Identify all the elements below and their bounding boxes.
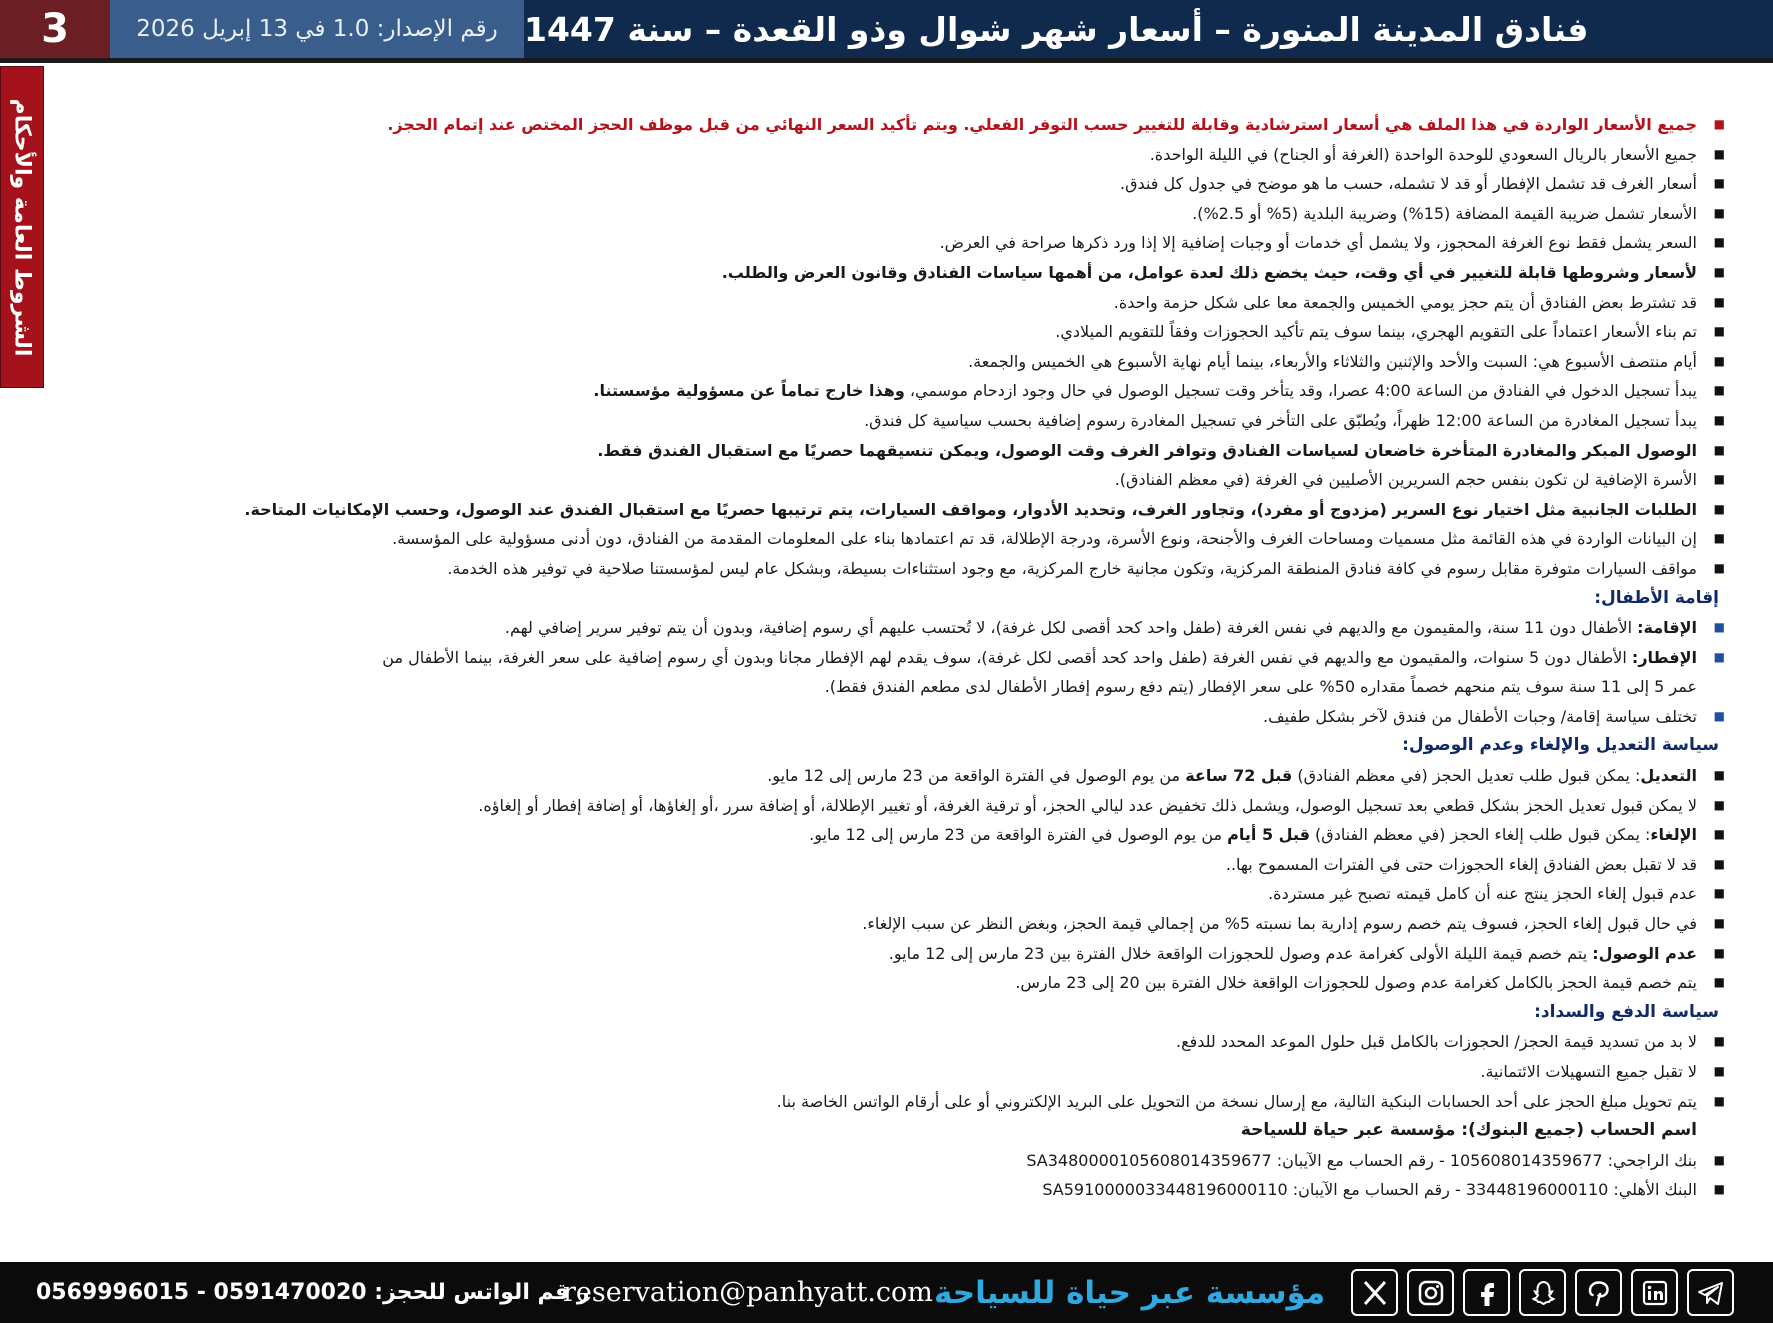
email-link[interactable]: reservation@panhyatt.com: [563, 1277, 933, 1308]
bullet-icon: ■: [1713, 412, 1725, 427]
list-item: ■ الأسرة الإضافية لن تكون بنفس حجم السريرين الأصليين في الغرفة (في معظم الفنادق).: [97, 465, 1697, 495]
children-heading: إقامة الأطفال:: [1594, 587, 1719, 608]
list-item: ■ قد لا تقبل بعض الفنادق إلغاء الحجوزات حتى في الفترات المسموح بها..: [97, 850, 1697, 880]
page-number: 3: [0, 0, 110, 58]
facebook-icon[interactable]: [1463, 1269, 1510, 1316]
bullet-icon: ■: [1713, 1182, 1725, 1197]
bullet-icon: ■: [1713, 264, 1725, 279]
bullet-icon: ■: [1713, 1093, 1725, 1108]
section-side-tab: [0, 66, 44, 388]
bullet-icon: ■: [1713, 620, 1725, 635]
bullet-icon: ■: [1713, 501, 1725, 516]
bullet-icon: ■: [1713, 442, 1725, 457]
list-item: ■ مواقف السيارات متوفرة مقابل رسوم في كافة فنادق المنطقة المركزية، وتكون مجانية خارج المركزية، مع وجود استثناءات بسيطة، وبشكل عام ليس لمؤسستنا صلاحية في توفير هذه الخدمة.: [97, 554, 1697, 584]
list-item: ■ تختلف سياسة إقامة/ وجبات الأطفال من فندق لآخر بشكل طفيف.: [97, 702, 1697, 732]
bullet-icon: ■: [1713, 708, 1725, 723]
instagram-icon[interactable]: [1407, 1269, 1454, 1316]
bullet-icon: ■: [1713, 294, 1725, 309]
bullet-icon: ■: [1713, 324, 1725, 339]
list-item: ■ عدم الوصول: يتم خصم قيمة الليلة الأولى كغرامة عدم وصول للحجوزات الواقعة خلال الفترة بين 23 مارس إلى 12 مايو.: [97, 939, 1697, 969]
page-title: فنادق المدينة المنورة – أسعار شهر شوال وذو القعدة – سنة 1447: [524, 0, 1773, 58]
policy-heading: سياسة التعديل والإلغاء وعدم الوصول:: [1402, 735, 1719, 756]
header-bar: [0, 0, 1773, 58]
list-item: ■ في حال قبول إلغاء الحجز، فسوف يتم خصم رسوم إدارية بما نسبته 5% من إجمالي قيمة الحجز، وبغض النظر عن سبب الإلغاء.: [97, 909, 1697, 939]
list-item: ■ الوصول المبكر والمغادرة المتأخرة خاضعان لسياسات الفنادق وتوافر الغرف وقت الوصول، ويمكن تنسيقهما حصريًا مع استقبال الفندق فقط.: [97, 436, 1697, 466]
payment-heading: سياسة الدفع والسداد:: [1534, 1001, 1719, 1022]
bullet-icon: ■: [1713, 146, 1725, 161]
bullet-icon: ■: [1713, 205, 1725, 220]
bullet-icon: ■: [1713, 768, 1725, 783]
list-item: ■ إن البيانات الواردة في هذه القائمة مثل مسميات ومساحات الغرف والأجنحة، ونوع الأسرة، ودرجة الإطلالة، قد تم اعتمادها بناء على المعلومات المقدمة من الفنادق، دون أدنى مسؤولية على المؤسسة.: [97, 524, 1697, 554]
list-item: ■ يتم خصم قيمة الحجز بالكامل كغرامة عدم وصول للحجوزات الواقعة خلال الفترة بين 20 إلى 23 مارس.: [97, 968, 1697, 998]
header-divider: [0, 58, 1773, 63]
list-item: ■ لا بد من تسديد قيمة الحجز/ الحجوزات بالكامل قبل حلول الموعد المحدد للدفع.: [97, 1027, 1697, 1057]
list-item: ■ التعديل: يمكن قبول طلب تعديل الحجز (في معظم الفنادق) قبل 72 ساعة من يوم الوصول في الفترة الواقعة من 23 مارس إلى 12 مايو.: [97, 761, 1697, 791]
section-side-tab-label: الشروط العامة والأحكام: [9, 98, 35, 356]
bullet-icon: ■: [1713, 1064, 1725, 1078]
list-item: ■ الإلغاء: يمكن قبول طلب إلغاء الحجز (في معظم الفنادق) قبل 5 أيام من يوم الوصول في الفترة الواقعة من 23 مارس إلى 12 مايو.: [97, 820, 1697, 850]
bullet-icon: ■: [1713, 945, 1725, 960]
bullet-icon: ■: [1713, 117, 1725, 131]
list-item: ■ لأسعار وشروطها قابلة للتغيير في أي وقت، حيث يخضع ذلك لعدة عوامل، من أهمها سياسات الفنادق وقانون العرض والطلب.: [97, 258, 1697, 288]
list-item: ■ الإقامة: الأطفال دون 11 سنة، والمقيمون مع والديهم في نفس الغرفة (طفل واحد كحد أقصى لكل غرفة)، لا تُحتسب عليهم أي رسوم إضافية، وبدون أن يتم توفير سرير إضافي لهم.: [97, 613, 1697, 643]
list-item: ■ السعر يشمل فقط نوع الغرفة المحجوز، ولا يشمل أي خدمات أو وجبات إضافية إلا إذا ورد ذكرها صراحة في العرض.: [97, 228, 1697, 258]
list-item: ■ عدم قبول إلغاء الحجز ينتج عنه أن كامل قيمته تصبح غير مستردة.: [97, 879, 1697, 909]
whatsapp-numbers: ر قم الواتس للحجز: 0591470020 - 0569996015: [36, 1280, 590, 1305]
bullet-icon: ■: [1713, 353, 1725, 368]
snapchat-icon[interactable]: [1519, 1269, 1566, 1316]
list-item: ■ الإفطار: الأطفال دون 5 سنوات، والمقيمون مع والديهم في نفس الغرفة (طفل واحد كحد أقصى لكل غرفة)، سوف يقدم لهم الإفطار مجانا وبدون أي رسوم إضافية على سعر الغرفة، بينما الأطفال من: [97, 643, 1697, 673]
list-item: ■ يبدأ تسجيل الدخول في الفنادق من الساعة 4:00 عصرا، وقد يتأخر وقت تسجيل الوصول في حال وجود ازدحام موسمي، وهذا خارج تماماً عن مسؤولية مؤسستنا.: [97, 376, 1697, 406]
list-item: ■ يبدأ تسجيل المغادرة من الساعة 12:00 ظهراً، ويُطبّق على التأخر في تسجيل المغادرة رسوم إضافية بحسب سياسية كل فندق.: [97, 406, 1697, 436]
bullet-icon: ■: [1713, 1152, 1725, 1167]
list-item: ■ أيام منتصف الأسبوع هي: السبت والأحد والإثنين والثلاثاء والأربعاء، بينما أيام نهاية الأسبوع هي الخميس والجمعة.: [97, 347, 1697, 377]
bank-item: ■ البنك الأهلي: 33448196000110 - رقم الحساب مع الآيبان: SA5910000033448196000110: [97, 1175, 1697, 1205]
list-item: ■ جميع الأسعار بالريال السعودي للوحدة الواحدة (الغرفة أو الجناح) في الليلة الواحدة.: [97, 140, 1697, 170]
pinterest-icon[interactable]: [1575, 1269, 1622, 1316]
list-item: ■ أسعار الغرف قد تشمل الإفطار أو قد لا تشمله، حسب ما هو موضح في جدول كل فندق.: [97, 169, 1697, 199]
bullet-icon: ■: [1713, 472, 1725, 487]
bullet-icon: ■: [1713, 1034, 1725, 1049]
bullet-icon: ■: [1713, 560, 1725, 575]
bullet-icon: ■: [1713, 886, 1725, 901]
list-item: ■ تم بناء الأسعار اعتماداً على التقويم الهجري، بينما سوف يتم تأكيد الحجوزات وفقاً للتقويم الميلادي.: [97, 317, 1697, 347]
linkedin-icon[interactable]: [1631, 1269, 1678, 1316]
list-item: ■ لا تقبل جميع التسهيلات الائتمانية.: [97, 1057, 1697, 1087]
footer-bar: [0, 1262, 1773, 1323]
bullet-icon: ■: [1713, 827, 1725, 842]
list-item: ■ يتم تحويل مبلغ الحجز على أحد الحسابات البنكية التالية، مع إرسال نسخة من التحويل على البريد الإلكتروني أو على أرقام الواتس الخاصة بنا.: [97, 1087, 1697, 1117]
list-item: ■ الطلبات الجانبية مثل اختيار نوع السرير (مزدوج أو مفرد)، وتجاور الغرف، وتحديد الأدوار، ومواقف السيارات، يتم ترتيبها حصريًا مع استقبال الفندق عند الوصول، وحسب الإمكانيات المتاحة.: [97, 495, 1697, 525]
telegram-icon[interactable]: [1687, 1269, 1734, 1316]
bullet-icon: ■: [1713, 176, 1725, 191]
version-label: رقم الإصدار: 1.0 في 13 إبريل 2026: [110, 0, 524, 58]
bullet-icon: ■: [1713, 975, 1725, 990]
disclaimer-item: ■ جميع الأسعار الواردة في هذا الملف هي أسعار استرشادية وقابلة للتغيير حسب التوفر الفعلي. ويتم تأكيد السعر النهائي من قبل موظف الحجز المختص عند إتمام الحجز.: [97, 110, 1697, 140]
social-links: [1351, 1269, 1734, 1316]
list-item-continuation: عمر 5 إلى 11 سنة سوف يتم منحهم خصماً مقداره 50% على سعر الإفطار (يتم دفع رسوم إفطار الأطفال لدى مطعم الفندق فقط).: [824, 677, 1697, 697]
terms-content: [97, 110, 1725, 1205]
account-heading: اسم الحساب (جميع البنوك): مؤسسة عبر حياة للسياحة: [1240, 1120, 1697, 1141]
list-item: ■ لا يمكن قبول تعديل الحجز بشكل قطعي بعد تسجيل الوصول، ويشمل ذلك تخفيض عدد ليالي الحجز، أو ترقية الغرفة، أو تغيير الإطلالة، أو إضافة سرر ،أو إلغاؤها، أو إضافة إفطار أو إلغاؤه.: [97, 791, 1697, 821]
bullet-icon: ■: [1713, 797, 1725, 812]
bullet-icon: ■: [1713, 383, 1725, 398]
brand-name: مؤسسة عبر حياة للسياحة: [934, 1274, 1326, 1311]
list-item: ■ الأسعار تشمل ضريبة القيمة المضافة (15%) وضريبة البلدية (5% أو 2.5%).: [97, 199, 1697, 229]
bullet-icon: ■: [1713, 235, 1725, 250]
list-item: ■ قد تشترط بعض الفنادق أن يتم حجز يومي الخميس والجمعة معا على شكل حزمة واحدة.: [97, 288, 1697, 318]
bank-item: ■ بنك الراجحي: 105608014359677 - رقم الحساب مع الآيبان: SA3480000105608014359677: [97, 1146, 1697, 1176]
x-icon[interactable]: [1351, 1269, 1398, 1316]
bullet-icon: ■: [1713, 856, 1725, 871]
bullet-icon: ■: [1713, 649, 1725, 664]
bullet-icon: ■: [1713, 916, 1725, 931]
bullet-icon: ■: [1713, 531, 1725, 546]
